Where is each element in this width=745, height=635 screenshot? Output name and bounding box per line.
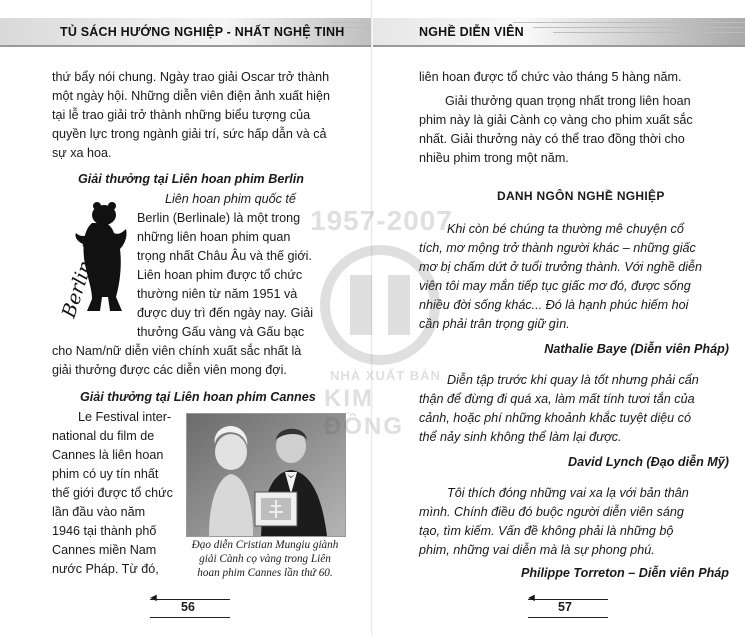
left-page-number: 56	[181, 600, 195, 614]
quote-3-author: Philippe Torreton – Diễn viên Pháp	[520, 566, 729, 580]
berlin-heading: Giải thưởng tại Liên hoan phim Berlin	[78, 172, 304, 186]
text-line: Liên hoan phim quốc tế	[165, 192, 296, 206]
text-line: Khi còn bé chúng ta thường mê chuyện cổ	[447, 222, 684, 236]
publisher-watermark	[300, 205, 460, 440]
photo-caption	[184, 538, 346, 580]
text-line: nhiều phim trong một năm.	[419, 151, 569, 165]
text-line: thứ bẩy nói chung. Ngày trao giải Oscar trở thành	[52, 70, 330, 84]
text-line: thế giới được tổ chức	[52, 486, 173, 500]
text-line: giải thưởng được các diễn viên mong đợi.	[52, 363, 287, 377]
text-line: cho Nam/nữ diễn viên chính xuất sắc nhất là	[52, 344, 302, 358]
text-line: tích, mơ mộng trở thành người khác – những giấc	[419, 241, 696, 255]
text-line: tại lễ trao giải trở thành những biểu tượng của	[52, 108, 311, 122]
text-line: viên tôi may mắn tiếp tục giấc mơ đó, được sống	[419, 279, 691, 293]
left-page-number-area	[150, 594, 240, 616]
kim-dong-logo-icon	[310, 245, 450, 365]
text-line: Giải thưởng quan trọng nhất trong liên hoan	[445, 94, 691, 108]
text-line: Cannes là liên hoan	[52, 448, 164, 462]
watermark-line1: NHÀ XUẤT BẢN	[330, 368, 441, 383]
left-header	[0, 18, 372, 46]
cannes-heading: Giải thưởng tại Liên hoan phim Cannes	[80, 390, 316, 404]
quote-1-author: Nathalie Baye (Diễn viên Pháp)	[544, 342, 729, 356]
quote-2-author: David Lynch (Đạo diễn Mỹ)	[568, 455, 729, 469]
berlinale-logo	[52, 193, 128, 325]
text-line: phim, những vai diễn mà là sự phong phú.	[419, 543, 655, 557]
text-line: nhất. Giải thưởng này có thể trao đồng thời cho	[419, 132, 685, 146]
caption-line: hoan phim Cannes lần thứ 60.	[197, 567, 333, 579]
text-line: được duy trì đến ngày nay. Giải	[137, 306, 314, 320]
text-line: thận để đừng đi quá xa, làm mất tính tươi tắn của	[419, 392, 695, 406]
text-line: thể nảy sinh không thể làm lại được.	[419, 430, 622, 444]
watermark-line2: KIM ĐỒNG	[324, 385, 404, 440]
arrow-left-icon: ◄	[148, 592, 159, 604]
text-line: nhiều đời sống khác... Đó là hạnh phúc hiếm hoi	[419, 298, 689, 312]
text-line: nước Pháp. Từ đó,	[52, 562, 159, 576]
text-line: tạo, tìm kiếm. Vấn đề không phải là những bộ	[419, 524, 674, 538]
text-line: sự xa hoa.	[52, 146, 112, 160]
caption-line: Đạo diễn Cristian Mungiu giành	[191, 539, 339, 551]
text-line: cần phải trân trọng giữ gìn.	[419, 317, 570, 331]
caption-line: giải Cành cọ vàng trong Liên	[199, 553, 331, 565]
text-line: Tôi thích đóng những vai xa lạ với bản thân	[447, 486, 689, 500]
quotes-heading: DANH NGÔN NGHỀ NGHIỆP	[497, 189, 665, 203]
text-line: phim này là giải Cành cọ vàng cho phim xuất sắc	[419, 113, 693, 127]
right-header	[373, 18, 745, 46]
text-line: mình. Chính điều đó buộc người diễn viên sáng	[419, 505, 684, 519]
right-page-number-area	[528, 594, 618, 616]
text-line: Liên hoan phim được tổ chức	[137, 268, 303, 282]
text-line: trọng nhất Châu Âu và thế giới.	[137, 249, 312, 263]
left-header-title: TỦ SÁCH HƯỚNG NGHIỆP - NHẤT NGHỆ TINH	[60, 25, 345, 39]
berlinale-wordmark: Berlinale	[57, 230, 106, 321]
text-line: lần đầu vào năm	[52, 505, 146, 519]
text-line: 1946 tại thành phố	[52, 524, 157, 538]
text-line: cảnh, hoặc phí những khoảnh khắc tuyệt diệu có	[419, 411, 691, 425]
page-rule	[528, 617, 608, 618]
text-line: phim có uy tín nhất	[52, 467, 159, 481]
right-header-title: NGHỀ DIỄN VIÊN	[419, 25, 524, 39]
page-rule	[150, 617, 230, 618]
text-line: Berlin (Berlinale) là một trong	[137, 211, 301, 225]
text-line: quyền lực trong ngành giải trí, sức hấp dẫn và cả	[52, 127, 327, 141]
watermark-years: 1957-2007	[310, 205, 453, 236]
arrow-left-icon: ◄	[526, 592, 537, 604]
text-line: những liên hoan phim quan	[137, 230, 291, 244]
text-line: liên hoan được tổ chức vào tháng 5 hàng năm.	[419, 70, 682, 84]
text-line: mơ bị chấm dứt ở tuổi trưởng thành. Với nghề diễn	[419, 260, 703, 274]
text-line: national du film de	[52, 429, 155, 443]
text-line: Le Festival inter-	[78, 410, 172, 424]
text-line: Cannes miền Nam	[52, 543, 157, 557]
text-line: thưởng Gấu vàng và Gấu bạc	[137, 325, 305, 339]
text-line: Diễn tập trước khi quay là tốt nhưng phải cẩn	[447, 373, 699, 387]
text-line: thường niên từ năm 1951 và	[137, 287, 298, 301]
right-page-number: 57	[558, 600, 572, 614]
cannes-photo	[186, 413, 346, 537]
text-line: một ngày hội. Những diễn viên điện ảnh xuất hiện	[52, 89, 330, 103]
